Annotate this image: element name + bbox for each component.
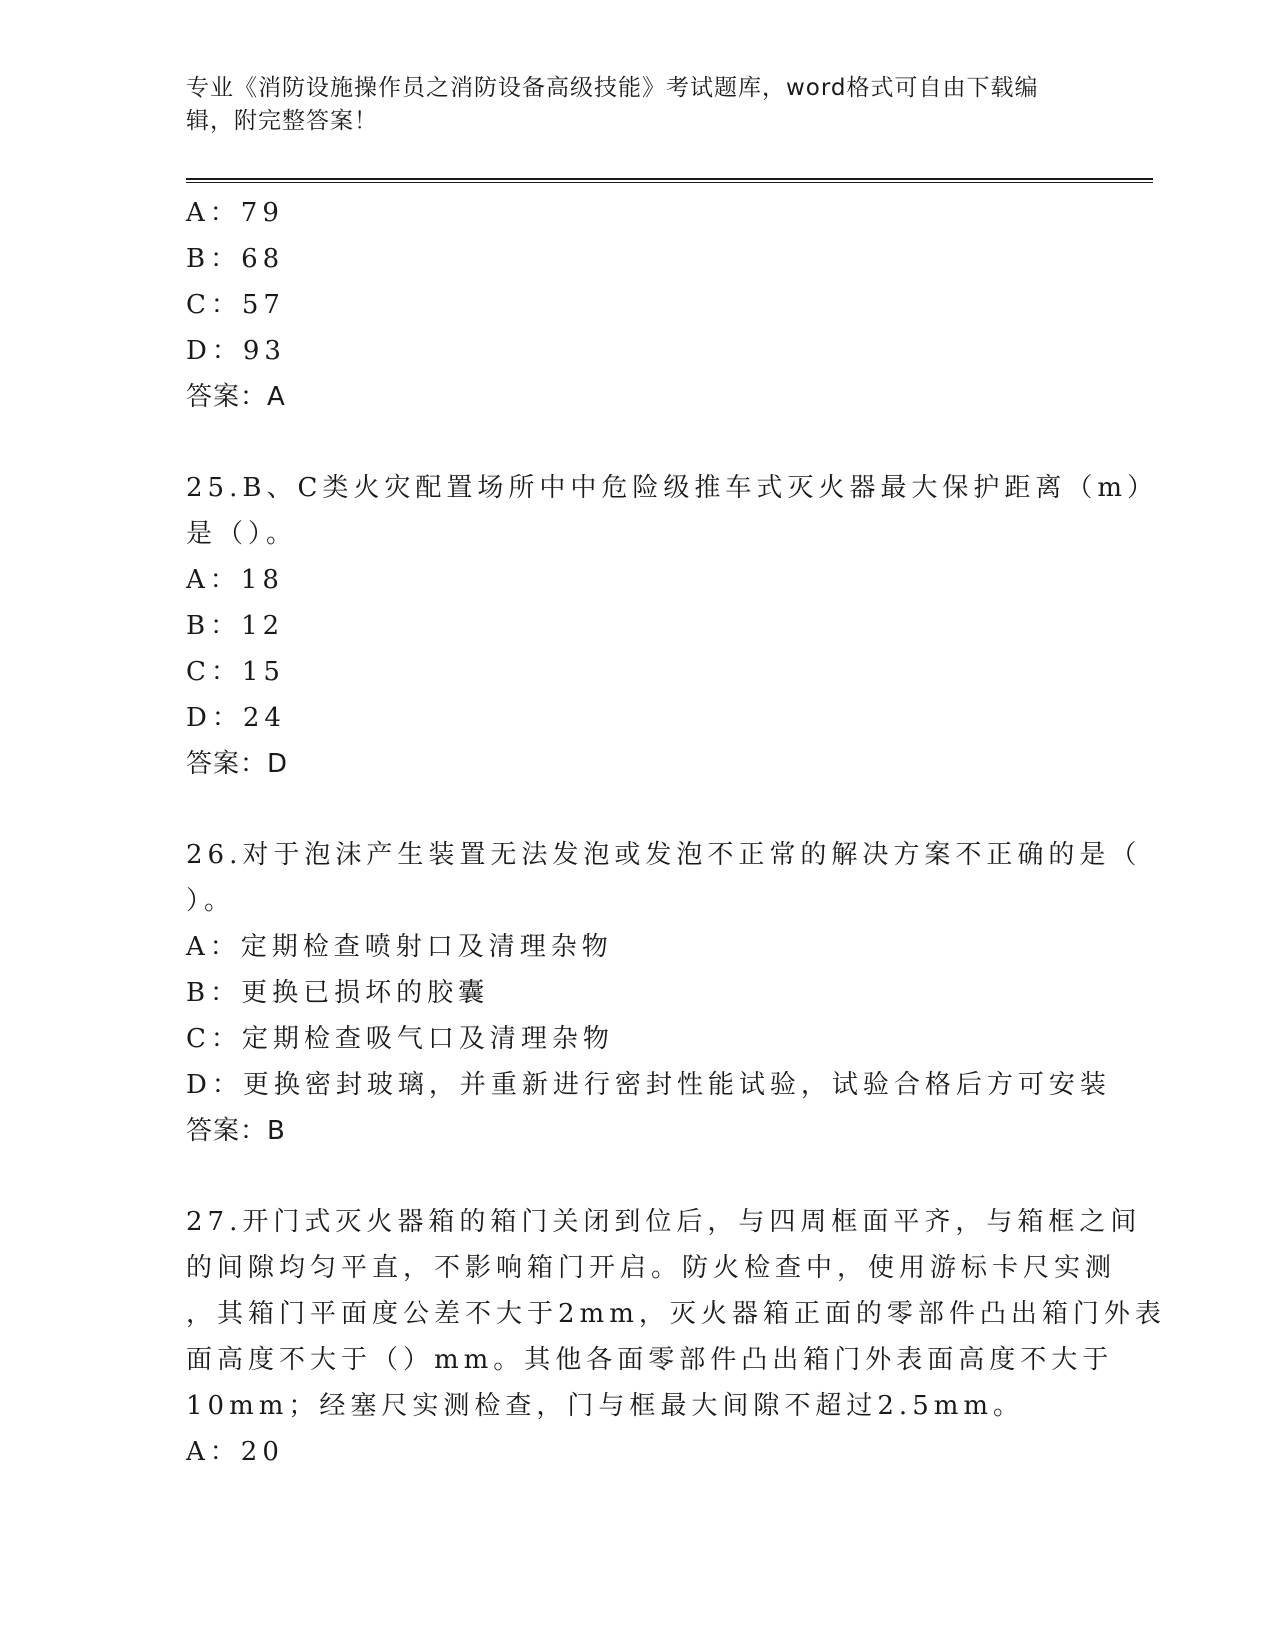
- option-c: C：57: [186, 290, 285, 320]
- option-a: A：20: [186, 1437, 284, 1467]
- document-header: [186, 72, 1086, 138]
- question-27: [186, 1199, 1166, 1475]
- option-b: B：12: [186, 611, 285, 641]
- header-divider-thin: [186, 182, 1153, 183]
- option-a: A：18: [186, 565, 284, 595]
- question-spacer: [186, 1154, 1086, 1199]
- question-spacer: [186, 787, 1086, 832]
- header-line-1: 专业《消防设施操作员之消防设备高级技能》考试题库，word格式可自由下载编: [186, 75, 1039, 101]
- question-26: [186, 832, 1142, 1154]
- answer-line: 答案：D: [186, 749, 289, 779]
- question-text-line: 26.对于泡沫产生装置无法发泡或发泡不正常的解决方案不正确的是（: [186, 840, 1142, 870]
- question-list: [186, 190, 1166, 1475]
- header-divider-thick: [186, 178, 1153, 180]
- option-b: B：更换已损坏的胶囊: [186, 978, 490, 1008]
- question-spacer: [186, 420, 1086, 465]
- option-c: C：15: [186, 657, 285, 687]
- question-text-line: 的间隙均匀平直，不影响箱门开启。防火检查中，使用游标卡尺实测: [186, 1253, 1117, 1283]
- question-text-line: 面高度不大于（）mm。其他各面零部件凸出箱门外表面高度不大于: [186, 1345, 1114, 1375]
- option-d: D：更换密封玻璃，并重新进行密封性能试验，试验合格后方可安装: [186, 1070, 1111, 1100]
- question-text-line: ，其箱门平面度公差不大于2mm，灭火器箱正面的零部件凸出箱门外表: [186, 1299, 1166, 1329]
- answer-line: 答案：B: [186, 1116, 286, 1146]
- question-text-line: 25.B、C类火灾配置场所中中危险级推车式灭火器最大保护距离（m）: [186, 473, 1159, 503]
- option-c: C：定期检查吸气口及清理杂物: [186, 1024, 614, 1054]
- option-a: A：79: [186, 198, 284, 228]
- question-25: [186, 465, 1159, 787]
- option-d: D：24: [186, 703, 286, 733]
- question-text-line: 是（）。: [186, 519, 298, 549]
- header-line-2: 辑，附完整答案！: [186, 108, 378, 134]
- question-text-line: ）。: [186, 886, 236, 916]
- option-a: A：定期检查喷射口及清理杂物: [186, 932, 613, 962]
- option-b: B：68: [186, 244, 285, 274]
- answer-line: 答案：A: [186, 382, 286, 412]
- question-text-line: 10mm；经塞尺实测检查，门与框最大间隙不超过2.5mm。: [186, 1391, 1025, 1421]
- question-24: [186, 190, 1086, 420]
- question-text-line: 27.开门式灭火器箱的箱门关闭到位后，与四周框面平齐，与箱框之间: [186, 1207, 1142, 1237]
- option-d: D：93: [186, 336, 286, 366]
